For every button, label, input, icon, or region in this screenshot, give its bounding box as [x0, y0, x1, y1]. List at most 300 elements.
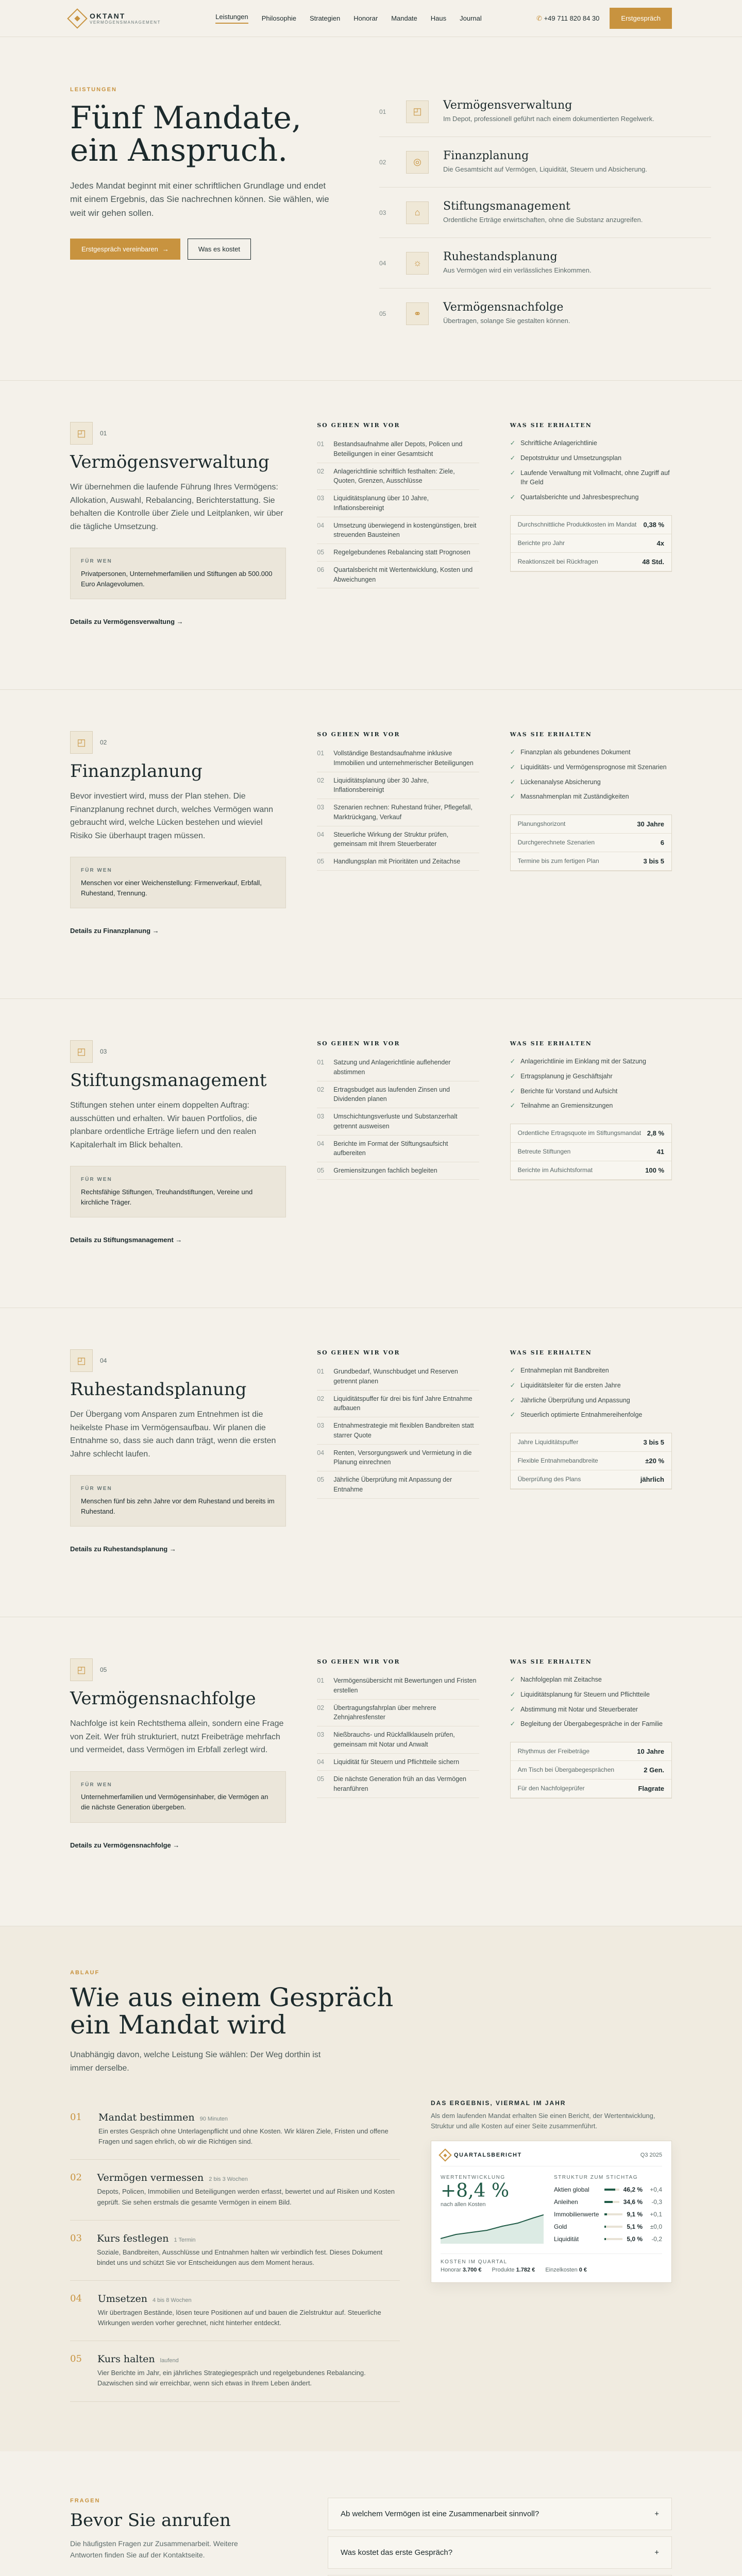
process-title [70, 1984, 672, 2038]
hero-item-title: Ruhestandsplanung [443, 250, 558, 263]
service-for-box [70, 1771, 286, 1823]
family-icon: ⚭ [406, 302, 429, 325]
step-number: 03 [317, 804, 325, 811]
check-icon: ✓ [510, 763, 516, 771]
service-steps-title: SO GEHEN WIR VOR [317, 1040, 400, 1047]
service-steps [317, 1054, 479, 1180]
hero-item-number: 01 [379, 108, 386, 115]
service-stat [511, 1161, 671, 1180]
service-step [317, 1054, 479, 1081]
stat-value: 0,38 % [643, 520, 665, 529]
process-step-title-text: Kurs festlegen [97, 2232, 169, 2244]
brand[interactable] [70, 11, 161, 26]
service-text: Der Übergang vom Ansparen zum Entnehmen ist die heikelste Phase im Vermögensaufbau. Wir planen die Entnahme so, dass sie auch dann trägt, wenn die ersten Jahre schlecht laufen. [70, 1410, 276, 1459]
deliverable-text: Teilnahme an Gremiensitzungen [520, 1102, 613, 1110]
service-gets-col [510, 422, 672, 648]
process-step-content [98, 2112, 400, 2147]
hero-service-list [379, 87, 711, 339]
service-stats [510, 515, 672, 572]
allocation-pct: 5,1 % [627, 2223, 643, 2231]
service-section [0, 1308, 742, 1617]
allocation-delta: -0,3 [651, 2198, 662, 2206]
service-details-link[interactable]: Details zu Finanzplanung → [70, 927, 159, 935]
hero-item-desc: Ordentliche Erträge erwirtschaften, ohne die Substanz anzugreifen. [443, 215, 643, 224]
step-text: Umsetzung überwiegend in kostengünstigen, breit streuenden Bausteinen [333, 521, 477, 539]
step-number: 05 [317, 858, 325, 865]
chart-icon: ◰ [406, 100, 429, 123]
process-step-title [98, 2293, 400, 2304]
service-deliverable [510, 1393, 672, 1408]
nav-phone-link[interactable] [536, 14, 599, 23]
hero-item-stiftung[interactable] [379, 188, 711, 238]
deliverable-text: Lückenanalyse Absicherung [520, 778, 601, 786]
service-icon: ◰ [70, 1349, 93, 1372]
stat-value: 4x [656, 539, 665, 547]
process-step-text: Depots, Policen, Immobilien und Beteiligungen werden erfasst, bewertet und auf Risiken und Kosten geprüft. Sie sehen erstmals die gesamte Vermögen in einem Bild. [97, 2188, 395, 2206]
service-steps-col [317, 1658, 479, 1885]
step-text: Steuerliche Wirkung der Struktur prüfen, gemeinsam mit Ihrem Steuerberater [333, 831, 449, 848]
service-gets-col [510, 731, 672, 957]
service-text: Stiftungen stehen unter einem doppelten Auftrag: ausschütten und erhalten. Wir bauen Portfolios, die planbare ordentliche Erträge liefern und den realen Kapitalerhalt im Blick behalten. [70, 1101, 257, 1149]
stat-label: Durchgerechnete Szenarien [517, 839, 595, 846]
allocation-row [554, 2183, 662, 2196]
services-container [0, 381, 742, 1926]
step-number: 03 [317, 1731, 325, 1738]
nav-link-haus[interactable]: Haus [430, 14, 447, 22]
process-step [70, 2341, 400, 2401]
service-gets [510, 436, 672, 505]
step-text: Bestandsaufnahme aller Depots, Policen und Beteiligungen in einer Gesamtsicht [333, 440, 463, 457]
step-number: 04 [317, 1449, 325, 1456]
step-text: Entnahmestrategie mit flexiblen Bandbreiten statt starrer Quote [333, 1422, 474, 1439]
faq-item[interactable] [328, 2498, 672, 2530]
service-step [317, 1108, 479, 1136]
allocation-bar-fill [604, 2226, 606, 2228]
stat-label: Ordentliche Ertragsquote im Stiftungsmandat [517, 1129, 642, 1137]
nav-link-strategien[interactable]: Strategien [309, 14, 341, 22]
step-number: 05 [317, 549, 325, 556]
service-number: 03 [100, 1048, 107, 1055]
service-deliverable [510, 436, 672, 451]
process-steps [70, 2099, 400, 2401]
brand-subtitle: VERMÖGENSMANAGEMENT [90, 20, 161, 25]
service-intro [70, 1349, 286, 1575]
service-steps [317, 436, 479, 588]
hero-secondary-button[interactable]: Was es kostet [188, 239, 251, 260]
process-step-title [97, 2233, 400, 2244]
faq-list [328, 2498, 672, 2576]
cost-label: KOSTEN IM QUARTAL [441, 2259, 508, 2265]
service-details-link[interactable]: Details zu Vermögensnachfolge → [70, 1841, 180, 1849]
service-gets-col [510, 1040, 672, 1266]
deliverable-text: Finanzplan als gebundenes Dokument [520, 749, 631, 756]
process-step-meta: 1 Termin [174, 2236, 196, 2243]
stat-value: ±20 % [645, 1457, 665, 1465]
hero-primary-button[interactable] [70, 239, 180, 260]
stat-label: Jahre Liquiditätspuffer [517, 1438, 579, 1446]
deliverable-text: Berichte für Vorstand und Aufsicht [520, 1087, 618, 1095]
deliverable-text: Massnahmenplan mit Zuständigkeiten [520, 793, 629, 801]
step-number: 04 [317, 831, 325, 838]
service-step [317, 1471, 479, 1499]
process-body [70, 2099, 672, 2401]
service-icon: ◰ [70, 1040, 93, 1063]
result-text: Als dem laufenden Mandat erhalten Sie einen Bericht, der Wertentwicklung, Struktur und alle Kosten auf einer Seite zusammenführt. [431, 2112, 655, 2130]
hero-title-line1: Fünf Mandate, [70, 100, 301, 136]
stat-value: 6 [660, 839, 665, 846]
service-deliverable [510, 760, 672, 775]
step-number: 05 [317, 1167, 325, 1174]
allocation-pct: 9,1 % [627, 2211, 643, 2218]
service-stat [511, 516, 671, 534]
allocation-bar [604, 2238, 622, 2240]
report-performance [441, 2175, 544, 2246]
stat-value: 41 [656, 1148, 665, 1156]
stat-label: Planungshorizont [517, 820, 566, 827]
service-intro [70, 731, 286, 957]
allocation-name: Liquidität [554, 2235, 579, 2243]
service-head [70, 1658, 286, 1681]
service-stat [511, 1452, 671, 1470]
deliverable-text: Quartalsberichte und Jahresbesprechung [520, 494, 639, 501]
hero-title-line2: ein Anspruch. [70, 132, 288, 168]
service-step [317, 1445, 479, 1472]
report-body [441, 2175, 662, 2246]
hero-item-nachfolge[interactable] [379, 289, 711, 339]
service-step [317, 1391, 479, 1418]
service-stat [511, 553, 671, 571]
process-step-meta: 2 bis 3 Wochen [209, 2176, 248, 2183]
process-step-meta: 4 bis 8 Wochen [152, 2297, 192, 2304]
stat-value: 3 bis 5 [643, 1438, 665, 1446]
hero-title [70, 102, 338, 167]
hero-intro [70, 87, 338, 339]
sun-icon: ☼ [406, 252, 429, 275]
service-for-label: FÜR WEN [81, 558, 112, 565]
service-deliverable [510, 1054, 672, 1069]
faq-item[interactable] [328, 2536, 672, 2569]
service-steps-col [317, 1349, 479, 1575]
process-step-number: 03 [70, 2232, 82, 2244]
service-steps-title: SO GEHEN WIR VOR [317, 422, 400, 429]
nav-link-philosophie[interactable]: Philosophie [261, 14, 296, 22]
process-step-content [97, 2353, 400, 2388]
nav-phone: +49 711 820 84 30 [544, 14, 600, 22]
process-step-title [97, 2172, 400, 2183]
quarterly-report-card [431, 2141, 672, 2283]
service-deliverable [510, 775, 672, 790]
faq-title: Bevor Sie anrufen [70, 2510, 231, 2531]
brand-name: OKTANT [90, 12, 126, 20]
stat-label: Überprüfung des Plans [517, 1476, 581, 1483]
allocation-row [554, 2208, 662, 2221]
cost-key: Produkte [492, 2267, 515, 2274]
step-text: Liquiditätsplanung über 10 Jahre, Inflationsbereinigt [333, 495, 429, 512]
service-gets-col [510, 1349, 672, 1575]
service-deliverable [510, 1084, 672, 1099]
service-step [317, 1081, 479, 1109]
allocation-delta: ±0,0 [650, 2223, 662, 2231]
service-title: Vermögensnachfolge [70, 1688, 256, 1709]
check-icon: ✓ [510, 1676, 516, 1683]
allocation-delta: +0,4 [650, 2186, 662, 2194]
allocation-bar [604, 2226, 622, 2228]
service-deliverable [510, 1672, 672, 1687]
allocation-pct: 34,6 % [623, 2198, 643, 2206]
step-text: Renten, Versorgungswerk und Vermietung in die Planung einrechnen [333, 1449, 472, 1466]
service-steps-col [317, 731, 479, 957]
check-icon: ✓ [510, 1058, 516, 1065]
step-number: 03 [317, 1113, 325, 1120]
step-text: Handlungsplan mit Prioritäten und Zeitachse [333, 858, 461, 865]
step-text: Quartalsbericht mit Wertentwicklung, Kosten und Abweichungen [333, 566, 473, 583]
service-title: Vermögensverwaltung [70, 452, 269, 472]
service-number: 04 [100, 1357, 107, 1364]
stat-value: 100 % [645, 1166, 665, 1174]
service-for-text: Menschen fünf bis zehn Jahre vor dem Ruhestand und bereits im Ruhestand. [81, 1497, 275, 1516]
step-text: Liquiditätspuffer für drei bis fünf Jahre Entnahme aufbauen [333, 1395, 473, 1412]
step-text: Anlagerichtlinie schriftlich festhalten: Ziele, Quoten, Grenzen, Ausschlüsse [333, 467, 455, 485]
service-step [317, 853, 479, 871]
step-text: Liquiditätsplanung über 30 Jahre, Inflationsbereinigt [333, 776, 429, 794]
faq-section [0, 2451, 742, 2576]
service-stat [511, 1143, 671, 1161]
service-intro [70, 422, 286, 648]
service-for-label: FÜR WEN [81, 1782, 112, 1788]
hero-item-ruhestand[interactable] [379, 238, 711, 289]
service-gets-title: WAS SIE ERHALTEN [510, 1349, 592, 1356]
service-for-text: Unternehmerfamilien und Vermögensinhaber, die Vermögen an die nächste Generation übergeben. [81, 1793, 268, 1811]
stat-label: Betreute Stiftungen [517, 1148, 571, 1155]
stat-label: Rhythmus der Freibeträge [517, 1748, 590, 1755]
service-icon: ◰ [70, 731, 93, 754]
check-icon: ✓ [510, 1396, 516, 1404]
service-step [317, 799, 479, 826]
stat-label: Termine bis zum fertigen Plan [517, 857, 599, 865]
process-step-title-text: Kurs halten [97, 2353, 155, 2365]
hero-item-desc: Übertragen, solange Sie gestalten können. [443, 317, 570, 325]
service-section [0, 1617, 742, 1926]
service-stats [510, 1742, 672, 1799]
stat-label: Durchschnittliche Produktkosten im Mandat [517, 520, 637, 528]
stat-value: 2 Gen. [644, 1766, 665, 1774]
allocation-bar-fill [604, 2201, 613, 2203]
service-step [317, 745, 479, 772]
deliverable-text: Steuerlich optimierte Entnahmereihenfolge [520, 1411, 643, 1419]
service-intro [70, 1040, 286, 1266]
service-stat [511, 1433, 671, 1452]
building-icon: ⌂ [406, 201, 429, 224]
faq-text: Die häufigsten Fragen zur Zusammenarbeit. Weitere Antworten finden Sie auf der Kontaktseite. [70, 2539, 238, 2559]
service-gets-col [510, 1658, 672, 1885]
stat-label: Reaktionszeit bei Rückfragen [517, 557, 598, 565]
service-title: Ruhestandsplanung [70, 1379, 247, 1400]
perf-label: WERTENTWICKLUNG [441, 2175, 505, 2181]
nav-link-mandate[interactable]: Mandate [391, 14, 417, 22]
step-number: 01 [317, 1368, 325, 1375]
cost-value: 1.782 € [516, 2267, 535, 2274]
service-text: Wir übernehmen die laufende Führung Ihres Vermögens: Allokation, Auswahl, Rebalancing, Berichterstattung. Sie behalten die Kontrolle über Ziele und Leitplanken, wir über die tägliche Umsetzung. [70, 483, 283, 531]
cost-row [441, 2267, 662, 2273]
service-deliverable [510, 466, 672, 490]
hero-item-title: Stiftungsmanagement [443, 199, 570, 213]
hero-item-desc: Die Gesamtsicht auf Vermögen, Liquidität, Steuern und Absicherung. [443, 165, 648, 173]
hero-item-finanzplanung[interactable] [379, 137, 711, 188]
step-text: Umschichtungsverluste und Substanzerhalt getrennt ausweisen [333, 1113, 458, 1130]
process-result [431, 2099, 672, 2401]
service-head [70, 731, 286, 754]
deliverable-text: Liquiditäts- und Vermögensprognose mit Szenarien [520, 763, 667, 771]
report-header [441, 2150, 662, 2166]
report-label-wrap [441, 2150, 522, 2160]
service-steps-title: SO GEHEN WIR VOR [317, 731, 400, 738]
service-for-label: FÜR WEN [81, 868, 112, 874]
check-icon: ✓ [510, 778, 516, 786]
deliverable-text: Laufende Verwaltung mit Vollmacht, ohne Zugriff auf Ihr Geld [520, 469, 670, 486]
service-for-box [70, 857, 286, 908]
allocation-name: Aktien global [554, 2186, 589, 2194]
check-icon: ✓ [510, 454, 516, 462]
step-text: Regelgebundenes Rebalancing statt Prognosen [333, 549, 470, 556]
service-number: 02 [100, 739, 107, 746]
service-text: Bevor investiert wird, muss der Plan stehen. Die Finanzplanung rechnet durch, welches Vermögen wann gebraucht wird, welche Lücken bestehen und wieviel Risiko Sie überhaupt tragen müssen. [70, 792, 274, 840]
alloc-rows [554, 2183, 662, 2245]
deliverable-text: Schriftliche Anlagerichtlinie [520, 439, 597, 447]
service-stat [511, 1470, 671, 1489]
process-lead: Unabhängig davon, welche Leistung Sie wählen: Der Weg dorthin ist immer derselbe. [70, 2050, 321, 2073]
step-text: Vermögensübersicht mit Bewertungen und Fristen erstellen [333, 1677, 477, 1694]
process-step-meta: laufend [160, 2358, 179, 2364]
perf-sub: nach allen Kosten [441, 2201, 486, 2208]
alloc-label: STRUKTUR ZUM STICHTAG [554, 2175, 638, 2181]
service-stat [511, 815, 671, 834]
faq-question: Ab welchem Vermögen ist eine Zusammenarbeit sinnvoll? [341, 2509, 539, 2518]
hero-item-number: 03 [379, 209, 386, 216]
hero-eyebrow: LEISTUNGEN [70, 87, 117, 93]
hero-item-verwaltung[interactable] [379, 87, 711, 137]
service-head [70, 1349, 286, 1372]
service-steps-col [317, 422, 479, 648]
step-text: Liquidität für Steuern und Pflichtteile sichern [333, 1758, 460, 1766]
allocation-delta: -0,2 [651, 2235, 662, 2243]
service-stat [511, 1742, 671, 1761]
nav-cta-button[interactable]: Erstgespräch [610, 8, 672, 29]
service-head [70, 1040, 286, 1063]
performance-sparkline [441, 2208, 544, 2244]
service-step [317, 490, 479, 517]
process-eyebrow: ABLAUF [70, 1970, 100, 1976]
service-step [317, 562, 479, 589]
hero-item-number: 04 [379, 259, 386, 267]
service-gets [510, 1672, 672, 1732]
report-label: QUARTALSBERICHT [454, 2152, 522, 2159]
allocation-row [554, 2233, 662, 2245]
nav-link-leistungen[interactable]: Leistungen [215, 13, 248, 24]
process-step-text: Ein erstes Gespräch ohne Unterlagenpflicht und ohne Kosten. Wir klären Ziele, Fristen und offene Fragen und sagen ehrlich, ob wir die Richtigen sind. [98, 2127, 389, 2146]
service-deliverable [510, 789, 672, 804]
report-costs [441, 2253, 662, 2273]
check-icon: ✓ [510, 494, 516, 501]
allocation-name: Gold [554, 2223, 567, 2231]
step-number: 01 [317, 440, 325, 448]
service-gets-title: WAS SIE ERHALTEN [510, 1040, 592, 1047]
check-icon: ✓ [510, 1072, 516, 1080]
process-step-title [98, 2112, 400, 2123]
hero-item-number: 02 [379, 158, 386, 166]
phone-icon: ✆ [536, 14, 544, 22]
process-title-line1: Wie aus einem Gespräch [70, 1982, 394, 2012]
step-text: Übertragungsfahrplan über mehrere Zehnjahresfenster [333, 1704, 436, 1721]
step-number: 04 [317, 1758, 325, 1766]
service-details-link[interactable]: Details zu Vermögensverwaltung → [70, 618, 183, 626]
check-icon: ✓ [510, 1705, 516, 1713]
service-text: Nachfolge ist kein Rechtsthema allein, sondern eine Frage von Zeit. Wer früh strukturiert, nutzt Freibeträge mehrfach und vermeidet, dass Vermögen im Erbfall zerlegt wird. [70, 1719, 284, 1755]
check-icon: ✓ [510, 749, 516, 756]
service-title: Finanzplanung [70, 761, 203, 782]
allocation-delta: +0,1 [650, 2211, 662, 2218]
process-step-text: Wir übertragen Bestände, lösen teure Positionen auf und bauen die Zielstruktur auf. Steuerliche Wirkungen werden vorher gerechnet, nicht hinterher entdeckt. [97, 2309, 381, 2327]
service-step [317, 1754, 479, 1771]
service-stat [511, 534, 671, 553]
nav-link-journal[interactable]: Journal [460, 14, 482, 22]
check-icon: ✓ [510, 1367, 516, 1374]
deliverable-text: Abstimmung mit Notar und Steuerberater [520, 1705, 638, 1713]
hero-item-title: Vermögensverwaltung [443, 98, 572, 112]
cost-item [492, 2267, 535, 2273]
service-step [317, 1700, 479, 1727]
process-step-content [97, 2233, 400, 2268]
nav-link-honorar[interactable]: Honorar [353, 14, 378, 22]
service-for-text: Menschen vor einer Weichenstellung: Firmenverkauf, Erbfall, Ruhestand, Trennung. [81, 878, 262, 897]
step-text: Die nächste Generation früh an das Vermögen heranführen [333, 1775, 467, 1792]
process-section [0, 1926, 742, 2451]
service-details-link[interactable]: Details zu Stiftungsmanagement → [70, 1236, 182, 1244]
service-steps [317, 1363, 479, 1499]
check-icon: ✓ [510, 793, 516, 801]
hero-item-number: 05 [379, 310, 386, 317]
service-deliverable [510, 490, 672, 505]
step-text: Szenarien rechnen: Ruhestand früher, Pflegefall, Marktrückgang, Verkauf [333, 804, 473, 821]
stat-value: 30 Jahre [637, 820, 665, 828]
service-steps-title: SO GEHEN WIR VOR [317, 1349, 400, 1356]
check-icon: ✓ [510, 1102, 516, 1110]
step-number: 03 [317, 1422, 325, 1429]
allocation-bar [604, 2189, 619, 2191]
step-number: 03 [317, 495, 325, 502]
service-gets [510, 1363, 672, 1422]
check-icon: ✓ [510, 1411, 516, 1419]
service-for-text: Rechtsfähige Stiftungen, Treuhandstiftungen, Vereine und kirchliche Träger. [81, 1188, 253, 1207]
service-deliverable [510, 1687, 672, 1702]
step-text: Jährliche Überprüfung mit Anpassung der Entnahme [333, 1476, 452, 1493]
service-stat [511, 1761, 671, 1780]
service-details-link[interactable]: Details zu Ruhestandsplanung → [70, 1545, 176, 1553]
service-for-text: Privatpersonen, Unternehmerfamilien und Stiftungen ab 500.000 Euro Anlagevolumen. [81, 569, 273, 588]
allocation-bar-fill [604, 2213, 607, 2215]
report-allocation [554, 2175, 662, 2246]
allocation-name: Anleihen [554, 2198, 578, 2206]
stat-label: Am Tisch bei Übergabegesprächen [517, 1766, 615, 1773]
deliverable-text: Jährliche Überprüfung und Anpassung [520, 1396, 630, 1404]
step-text: Gremiensitzungen fachlich begleiten [333, 1167, 437, 1174]
process-step [70, 2281, 400, 2341]
step-number: 04 [317, 1140, 325, 1147]
step-number: 01 [317, 1677, 325, 1684]
process-step-meta: 90 Minuten [199, 2116, 228, 2123]
allocation-row [554, 2196, 662, 2208]
service-steps [317, 745, 479, 871]
process-title-line2: ein Mandat wird [70, 2009, 286, 2040]
